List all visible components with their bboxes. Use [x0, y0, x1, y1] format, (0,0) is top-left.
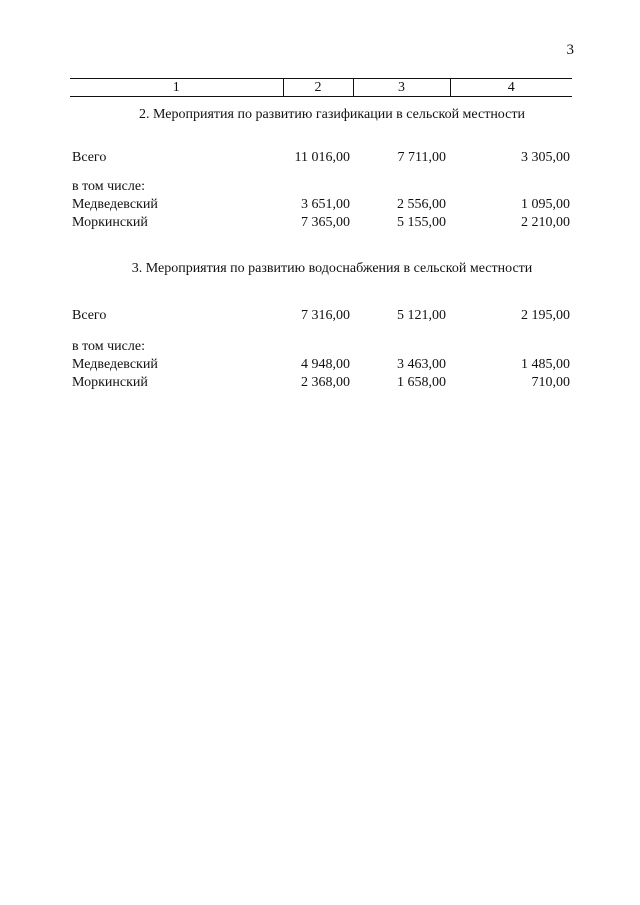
value-col-2: 4 948,00: [301, 357, 350, 372]
value-col-2: 3 651,00: [301, 197, 350, 212]
row-label: Всего: [72, 150, 107, 165]
value-col-4: 2 210,00: [521, 215, 570, 230]
table-row: [70, 356, 572, 374]
column-header-table: [70, 78, 572, 97]
value-col-2: 7 316,00: [301, 308, 350, 323]
value-col-3: 1 658,00: [397, 375, 446, 390]
value-col-4: 1 095,00: [521, 197, 570, 212]
subheading: в том числе:: [72, 339, 145, 354]
row-label: Медведевский: [72, 197, 158, 212]
table-row: [70, 374, 572, 392]
value-col-3: 7 711,00: [397, 150, 446, 165]
value-col-3: 5 155,00: [397, 215, 446, 230]
row-label: Моркинский: [72, 215, 148, 230]
value-col-2: 11 016,00: [294, 150, 350, 165]
row-label: Всего: [72, 308, 107, 323]
value-col-4: 1 485,00: [521, 357, 570, 372]
row-label: Медведевский: [72, 357, 158, 372]
value-col-3: 5 121,00: [397, 308, 446, 323]
column-header-1: 1: [70, 79, 283, 97]
total-row: [70, 307, 572, 325]
column-header-row: [70, 79, 572, 97]
section-title: 2. Мероприятия по развитию газификации в сельской местности: [139, 107, 525, 122]
value-col-3: 2 556,00: [397, 197, 446, 212]
value-col-4: 2 195,00: [521, 308, 570, 323]
column-header-3: 3: [353, 79, 450, 97]
value-col-4: 3 305,00: [521, 150, 570, 165]
section-water-supply: [70, 260, 572, 392]
table-row: [70, 214, 572, 232]
column-header-4: 4: [450, 79, 572, 97]
value-col-3: 3 463,00: [397, 357, 446, 372]
value-col-2: 7 365,00: [301, 215, 350, 230]
row-label: Моркинский: [72, 375, 148, 390]
table-row: [70, 196, 572, 214]
value-col-4: 710,00: [531, 375, 570, 390]
column-header-2: 2: [283, 79, 353, 97]
section-gasification: [70, 106, 572, 232]
value-col-2: 2 368,00: [301, 375, 350, 390]
section-title: 3. Мероприятия по развитию водоснабжения в сельской местности: [131, 261, 533, 276]
page-number: 3: [566, 42, 574, 58]
subheading: в том числе:: [72, 179, 145, 194]
total-row: [70, 149, 572, 167]
